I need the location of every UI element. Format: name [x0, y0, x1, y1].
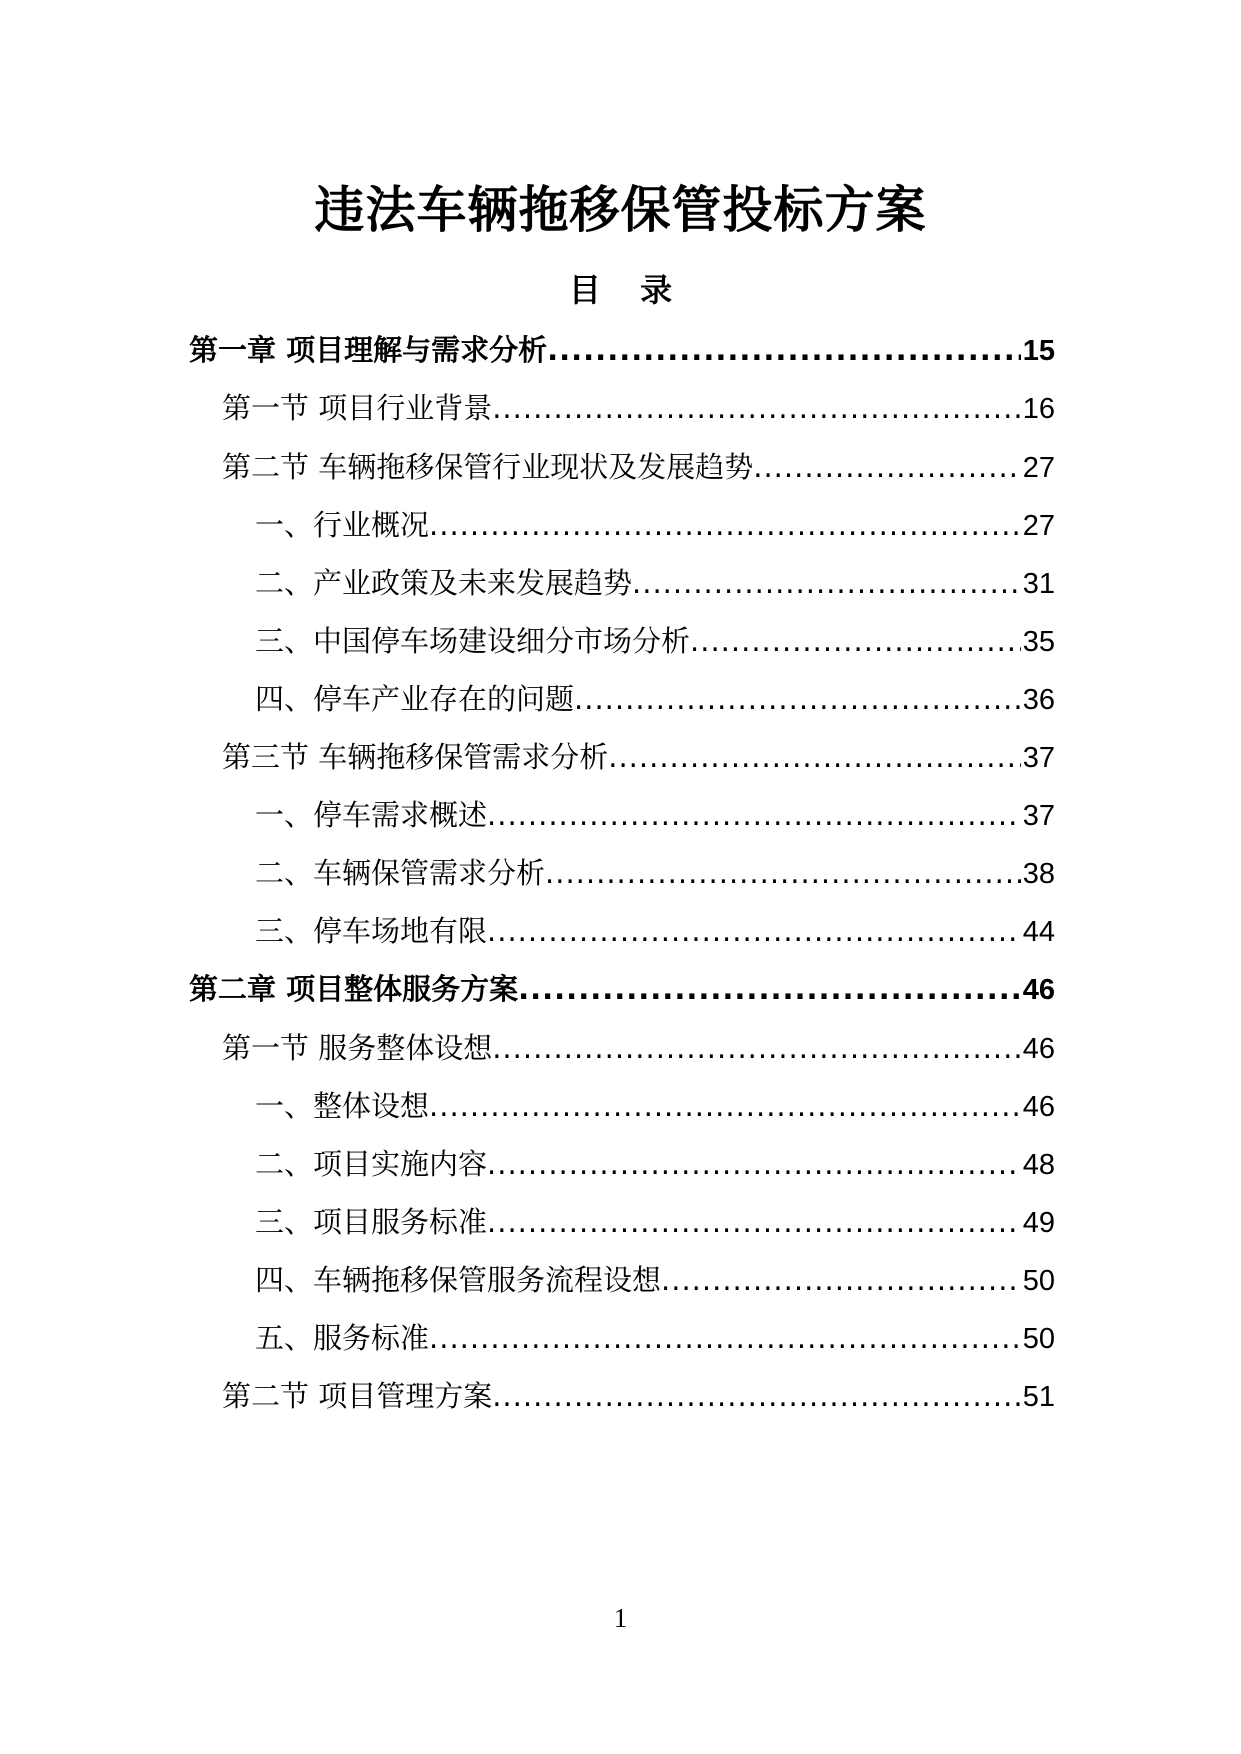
toc-dot-leader [608, 737, 1021, 777]
toc-dot-leader [429, 505, 1021, 545]
document-title: 违法车辆拖移保管投标方案 [314, 181, 927, 239]
toc-entry-page: 46 [1022, 1033, 1055, 1065]
toc-entry-label: 三、中国停车场建设细分市场分析 [255, 624, 691, 658]
toc-entry-page: 46 [1022, 974, 1055, 1006]
toc-entry-page: 36 [1022, 684, 1055, 716]
toc-dot-leader [487, 911, 1021, 951]
toc-entry-section[interactable] [222, 388, 1055, 428]
toc-dot-leader [753, 447, 1021, 487]
toc-entry-section[interactable] [222, 1376, 1055, 1416]
toc-entry-page: 27 [1022, 452, 1055, 484]
toc-entry-chapter[interactable] [189, 969, 1055, 1009]
toc-entry-page: 44 [1022, 916, 1055, 948]
toc-entry-subsection[interactable] [255, 853, 1055, 893]
toc-entry-label: 一、整体设想 [255, 1089, 430, 1123]
toc-entry-subsection[interactable] [255, 1260, 1055, 1300]
toc-dot-leader [487, 1144, 1021, 1184]
toc-entry-chapter[interactable] [189, 330, 1055, 370]
toc-dot-leader [492, 1376, 1021, 1416]
toc-entry-label: 四、停车产业存在的问题 [255, 682, 575, 716]
toc-entry-page: 50 [1022, 1323, 1055, 1355]
toc-entry-page: 31 [1022, 568, 1055, 600]
toc-dot-leader [545, 853, 1021, 893]
toc-entry-label: 四、车辆拖移保管服务流程设想 [255, 1263, 662, 1297]
toc-dot-leader [690, 621, 1021, 661]
toc-entry-page: 48 [1022, 1149, 1055, 1181]
toc-dot-leader [429, 1318, 1021, 1358]
toc-entry-subsection[interactable] [255, 505, 1055, 545]
toc-entry-label: 三、停车场地有限 [255, 914, 488, 948]
toc-dot-leader [487, 1202, 1021, 1242]
toc-dot-leader [518, 969, 1021, 1009]
toc-entry-page: 38 [1022, 858, 1055, 890]
toc-entry-page: 37 [1022, 742, 1055, 774]
toc-entry-subsection[interactable] [255, 563, 1055, 603]
toc-entry-label: 一、停车需求概述 [255, 798, 488, 832]
toc-dot-leader [492, 388, 1021, 428]
toc-entry-subsection[interactable] [255, 911, 1055, 951]
toc-entry-label: 第一节 服务整体设想 [222, 1031, 493, 1065]
toc-dot-leader [632, 563, 1021, 603]
toc-entry-page: 46 [1022, 1091, 1055, 1123]
toc-entry-label: 五、服务标准 [255, 1321, 430, 1355]
toc-entry-label: 三、项目服务标准 [255, 1205, 488, 1239]
toc-entry-section[interactable] [222, 1028, 1055, 1068]
toc-dot-leader [574, 679, 1021, 719]
toc-entry-label: 二、项目实施内容 [255, 1147, 488, 1181]
toc-entry-page: 49 [1022, 1207, 1055, 1239]
toc-entry-page: 35 [1022, 626, 1055, 658]
toc-entry-label: 第一章 项目理解与需求分析 [189, 333, 548, 367]
toc-entry-label: 二、产业政策及未来发展趋势 [255, 566, 633, 600]
toc-entry-subsection[interactable] [255, 1318, 1055, 1358]
toc-entry-label: 第一节 项目行业背景 [222, 391, 493, 425]
toc-entry-subsection[interactable] [255, 1202, 1055, 1242]
toc-entry-label: 一、行业概况 [255, 508, 430, 542]
toc-dot-leader [661, 1260, 1021, 1300]
toc-entry-label: 二、车辆保管需求分析 [255, 856, 546, 890]
toc-entry-page: 50 [1022, 1265, 1055, 1297]
toc-entry-page: 37 [1022, 800, 1055, 832]
toc-entry-label: 第二节 车辆拖移保管行业现状及发展趋势 [222, 450, 754, 484]
toc-entry-page: 27 [1022, 510, 1055, 542]
toc-entry-label: 第三节 车辆拖移保管需求分析 [222, 740, 609, 774]
toc-entry-subsection[interactable] [255, 795, 1055, 835]
toc-entry-label: 第二章 项目整体服务方案 [189, 972, 519, 1006]
toc-entry-section[interactable] [222, 447, 1055, 487]
toc-dot-leader [429, 1086, 1021, 1126]
toc-entry-subsection[interactable] [255, 1086, 1055, 1126]
toc-heading: 目 录 [568, 271, 687, 309]
toc-entry-page: 51 [1022, 1381, 1055, 1413]
toc-entry-subsection[interactable] [255, 679, 1055, 719]
toc-entry-page: 16 [1022, 393, 1055, 425]
toc-entry-subsection[interactable] [255, 1144, 1055, 1184]
toc-dot-leader [547, 330, 1021, 370]
toc-dot-leader [487, 795, 1021, 835]
toc-dot-leader [492, 1028, 1021, 1068]
toc-entry-page: 15 [1022, 335, 1055, 367]
toc-entry-section[interactable] [222, 737, 1055, 777]
page-number: 1 [613, 1603, 628, 1633]
toc-entry-subsection[interactable] [255, 621, 1055, 661]
toc-entry-label: 第二节 项目管理方案 [222, 1379, 493, 1413]
